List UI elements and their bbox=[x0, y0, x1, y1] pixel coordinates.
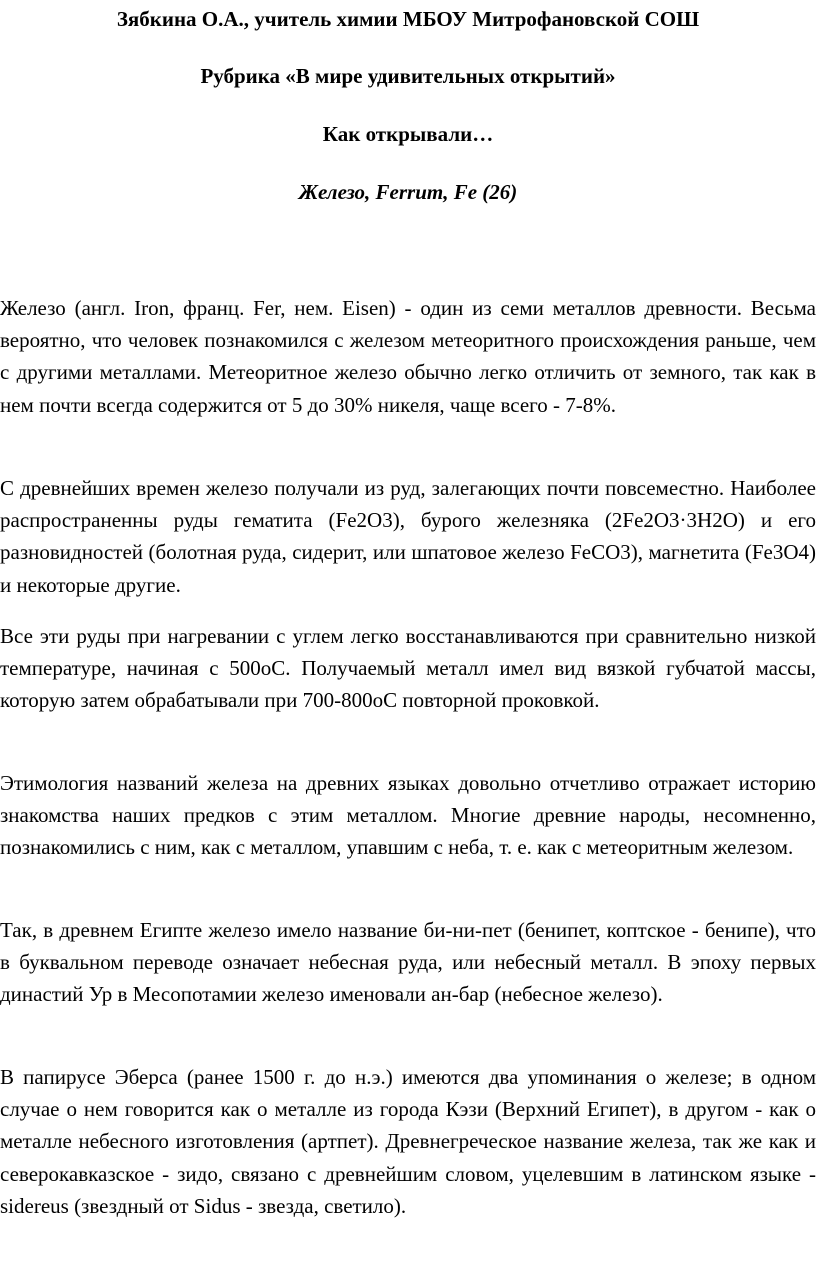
paragraph-egypt: Так, в древнем Египте железо имело название би-ни-пет (бенипет, коптское - бенипе), что в буквальном переводе означает небесная руда, или небесный металл. В эпоху первых династий Ур в Месопотамии железо именовали ан-бар (небесное железо). bbox=[0, 918, 816, 1007]
paragraph-ores: С древнейших времен железо получали из руд, залегающих почти повсеместно. Наиболее распространенны руды гематита (Fe2O3), бурого железняка (2Fe2O3·3H2O) и его разновидностей (болотная руда, сидерит, или шпатовое железо FeCO3), магнетита (Fe3O4) и некоторые другие. bbox=[0, 476, 816, 597]
rubric-title: Рубрика «В мире удивительных открытий» bbox=[200, 64, 616, 88]
author-line: Зябкина О.А., учитель химии МБОУ Митрофановской СОШ bbox=[116, 7, 700, 31]
paragraph-iron-intro: Железо (англ. Iron, франц. Fer, нем. Eisen) - один из семи металлов древности. Весьма вероятно, что человек познакомился с железом метеоритного происхождения раньше, чем с другими металлами. Метеоритное железо обычно легко отличить от земного, так как в нем почти всегда содержится от 5 до 30% никеля, чаще всего - 7-8%. bbox=[0, 296, 816, 417]
paragraph-reduction: Все эти руды при нагревании с углем легко восстанавливаются при сравнительно низкой температуре, начиная с 500оС. Получаемый металл имел вид вязкой губчатой массы, которую затем обрабатывали при 700-800оС повторной проковкой. bbox=[0, 624, 816, 713]
element-title: Железо, Ferrum, Fe (26) bbox=[298, 180, 518, 204]
paragraph-ebers-papyrus: В папирусе Эберса (ранее 1500 г. до н.э.) имеются два упоминания о железе; в одном случае о нем говорится как о металле из города Кэзи (Верхний Египет), в другом - как о металле небесного изготовления (артпет). Древнегреческое название железа, так же как и северокавказское - зидо, связано с древнейшим словом, уцелевшим в латинском языке - sidereus (звездный от Sidus - звезда, светило). bbox=[0, 1065, 816, 1218]
paragraph-etymology: Этимология названий железа на древних языках довольно отчетливо отражает историю знакомства наших предков с этим металлом. Многие древние народы, несомненно, познакомились с ним, как с металлом, упавшим с неба, т. е. как с метеоритным железом. bbox=[0, 771, 816, 860]
series-title: Как открывали… bbox=[322, 122, 494, 146]
